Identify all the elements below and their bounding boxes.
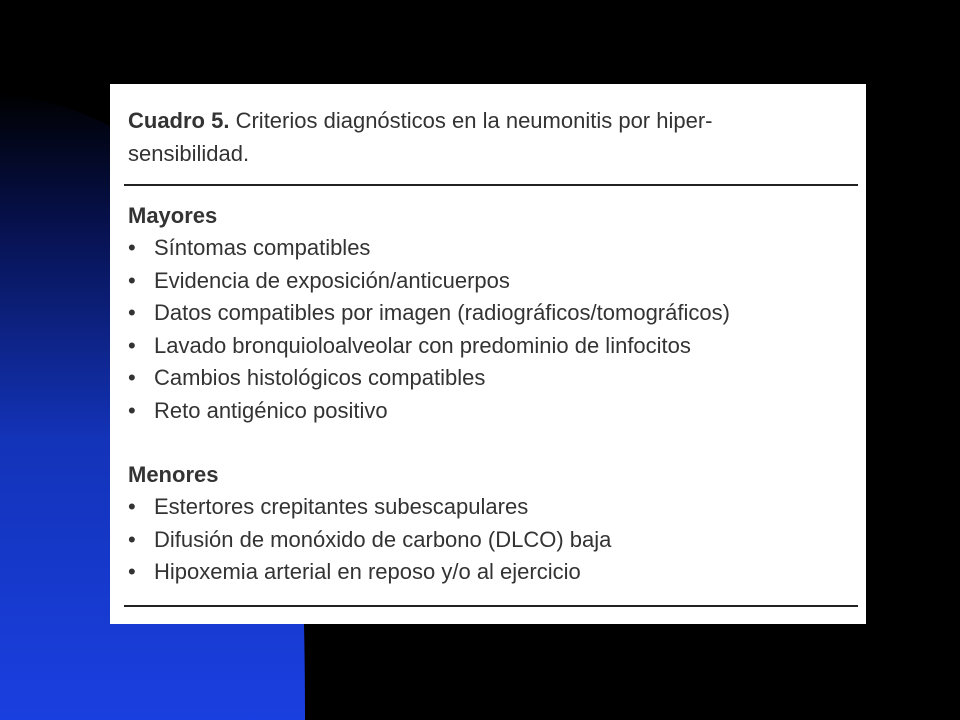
minor-criteria-section [128,461,858,589]
list-item [128,330,858,363]
major-criteria-list [128,232,858,427]
bullet: • [128,365,136,390]
criterion-text: Datos compatibles por imagen (radiográficos/tomográficos) [154,300,730,325]
list-item [128,556,858,589]
criterion-text: Reto antigénico positivo [154,397,388,423]
list-item [128,232,858,265]
top-rule [124,184,858,186]
bullet: • [128,397,136,423]
minor-criteria-list [128,491,858,589]
list-item [128,395,858,428]
list-item [128,265,858,298]
table-caption [128,104,854,170]
criterion-text: Evidencia de exposición/anticuerpos [154,267,510,293]
bullet: • [128,494,136,519]
bullet: • [128,332,136,358]
criterion-text: Lavado bronquioloalveolar con predominio de linfocitos [154,332,691,358]
criterion-text: Cambios histológicos compatibles [154,365,486,390]
minor-criteria-title: Menores [128,462,219,487]
bullet: • [128,559,136,584]
criterion-text: Difusión de monóxido de carbono (DLCO) baja [154,526,612,552]
bullet: • [128,526,136,552]
major-criteria-title: Mayores [128,203,218,228]
caption-text: Criterios diagnósticos en la neumonitis por hiper- sensibilidad. [128,108,713,166]
bottom-rule [124,605,858,607]
major-criteria-section [128,202,858,427]
criteria-table-card [110,84,866,624]
criterion-text: Estertores crepitantes subescapulares [154,494,529,519]
list-item [128,491,858,524]
criterion-text: Hipoxemia arterial en reposo y/o al ejercicio [154,559,581,584]
criterion-text: Síntomas compatibles [154,235,371,260]
bullet: • [128,300,136,325]
list-item [128,524,858,557]
list-item [128,362,858,395]
bullet: • [128,235,136,260]
list-item [128,297,858,330]
bullet: • [128,267,136,293]
caption-label: Cuadro 5. [128,108,230,133]
